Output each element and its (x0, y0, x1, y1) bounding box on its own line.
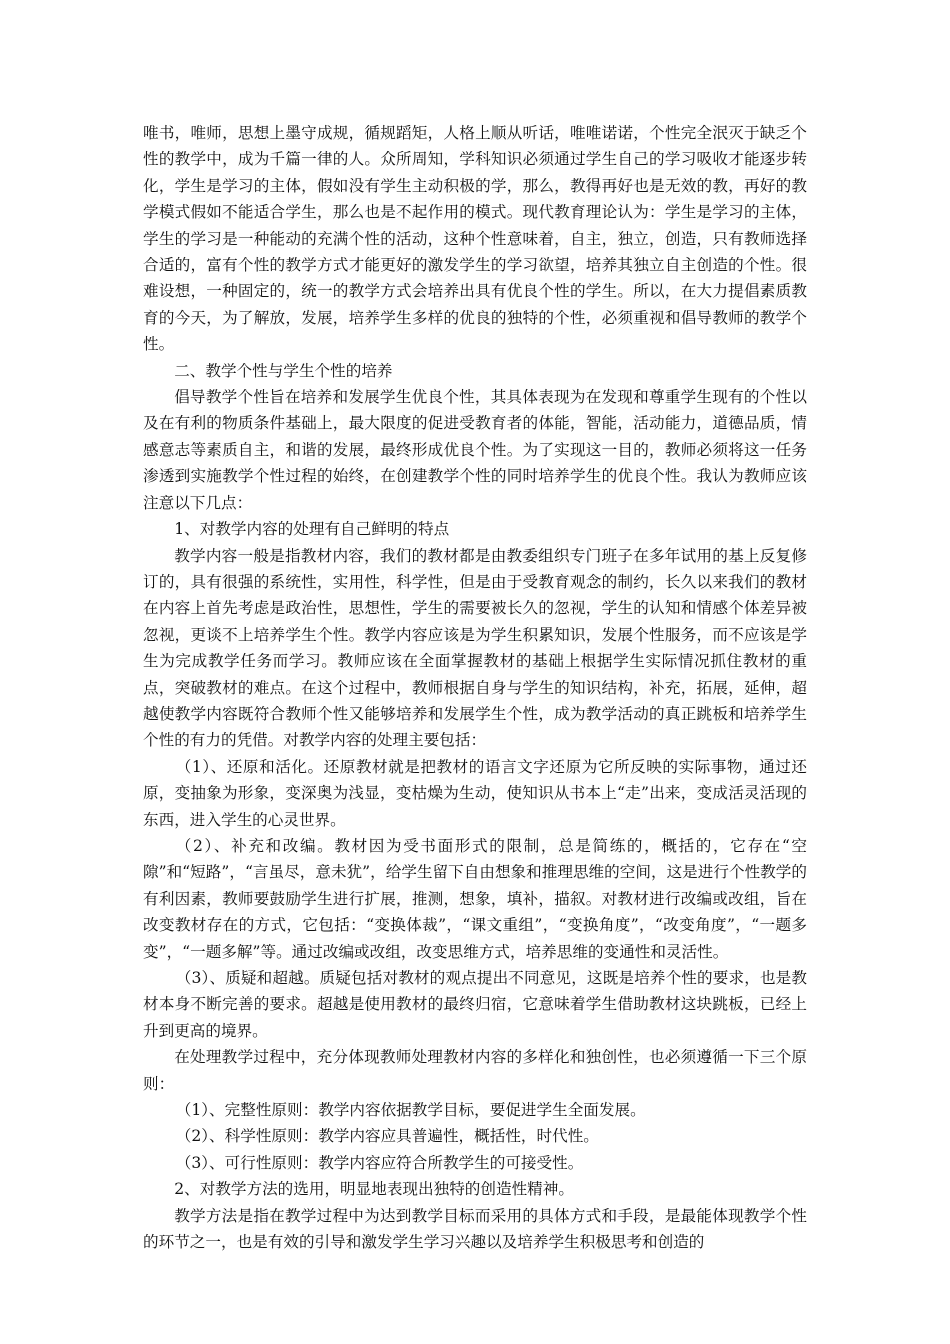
subheading-2: 2、对教学方法的选用，明显地表现出独特的创造性精神。 (174, 1180, 574, 1199)
paragraph-1: 唯书，唯师，思想上墨守成规，循规蹈矩，人格上顺从听话，唯唯诺诺，个性完全泯灭于缺乏个性的教学中，成为千篇一律的人。众所周知，学科知识必须通过学生自己的学习吸收才能逐步转化，学生是学习的主体，假如没有学生主动积极的学，那么，教得再好也是无效的教，再好的教学模式假如不能适合学生，那么也是不起作用的模式。现代教育理论认为：学生是学习的主体，学生的学习是一种能动的充满个性的活动，这种个性意味着，自主，独立，创造，只有教师选择合适的，富有个性的教学方式才能更好的激发学生的学习欲望，培养其独立自主创造的个性。很难设想，一种固定的，统一的教学方式会培养出具有优良个性的学生。所以，在大力提倡素质教育的今天，为了解放，发展，培养学生多样的优良的独特的个性，必须重视和倡导教师的教学个性。 (143, 124, 807, 354)
principle-feasibility: （3）、可行性原则：教学内容应符合所教学生的可接受性。 (175, 1153, 584, 1172)
paragraph-3: 教学内容一般是指教材内容，我们的教材都是由教委组织专门班子在多年试用的基上反复修订的，具有很强的系统性，实用性，科学性，但是由于受教育观念的制约，长久以来我们的教材在内容上首先考虑是政治性，思想性，学生的需要被长久的忽视，学生的认知和情感个体差异被忽视，更谈不上培养学生个性。教学内容应该是为学生积累知识，发展个性服务，而不应该是学生为完成教学任务而学习。教师应该在全面掌握教材的基础上根据学生实际情况抓住教材的重点，突破教材的难点。在这个过程中，教师根据自身与学生的知识结构，补充，拓展，延伸，超越使教学内容既符合教师个性又能够培养和发展学生个性，成为教学活动的真正跳板和培养学生个性的有力的凭借。对教学内容的处理主要包括： (143, 546, 807, 750)
document-body (143, 120, 807, 1255)
principle-scientific: （2）、科学性原则：教学内容应具普遍性，概括性，时代性。 (175, 1127, 599, 1146)
paragraph-principles-intro: 在处理教学过程中，充分体现教师处理教材内容的多样化和独创性，也必须遵循一下三个原则： (143, 1048, 807, 1093)
item-supplement-adapt: （2）、补充和改编。教材因为受书面形式的限制，总是简练的，概括的，它存在“空隙”和“短路”，“言虽尽，意未犹”，给学生留下自由想象和推理思维的空间，这是进行个性教学的有利因素，教师要鼓励学生进行扩展，推测，想象，填补，描叙。对教材进行改编或改组，旨在改变教材存在的方式，它包括：“变换体裁”，“课文重组”，“变换角度”，“改变角度”，“一题多变”，“一题多解”等。通过改编或改组，改变思维方式，培养思维的变通性和灵活性。 (143, 836, 807, 961)
item-question-surpass: （3）、质疑和超越。质疑包括对教材的观点提出不同意见，这既是培养个性的要求，也是教材本身不断完善的要求。超越是使用教材的最终归宿，它意味着学生借助教材这块跳板，已经上升到更高的境界。 (143, 969, 807, 1040)
principle-completeness: （1）、完整性原则：教学内容依据教学目标，要促进学生全面发展。 (175, 1101, 646, 1120)
paragraph-2: 倡导教学个性旨在培养和发展学生优良个性，其具体表现为在发现和尊重学生现有的个性以及在有利的物质条件基础上，最大限度的促进受教育者的体能，智能，活动能力，道德品质，情感意志等素质自主，和谐的发展，最终形成优良个性。为了实现这一目的，教师必须将这一任务渗透到实施教学个性过程的始终，在创建教学个性的同时培养学生的优良个性。我认为教师应该注意以下几点： (143, 388, 807, 512)
item-restore-activate: （1）、还原和活化。还原教材就是把教材的语言文字还原为它所反映的实际事物，通过还原，变抽象为形象，变深奥为浅显，变枯燥为生动，使知识从书本上“走”出来，变成活灵活现的东西，进入学生的心灵世界。 (143, 757, 807, 829)
section-heading-2: 二、教学个性与学生个性的培养 (174, 361, 393, 380)
paragraph-teaching-method: 教学方法是指在教学过程中为达到教学目标而采用的具体方式和手段，是最能体现教学个性的环节之一，也是有效的引导和激发学生学习兴趣以及培养学生积极思考和创造的 (143, 1206, 807, 1252)
subheading-1: 1、对教学内容的处理有自己鲜明的特点 (174, 520, 450, 539)
